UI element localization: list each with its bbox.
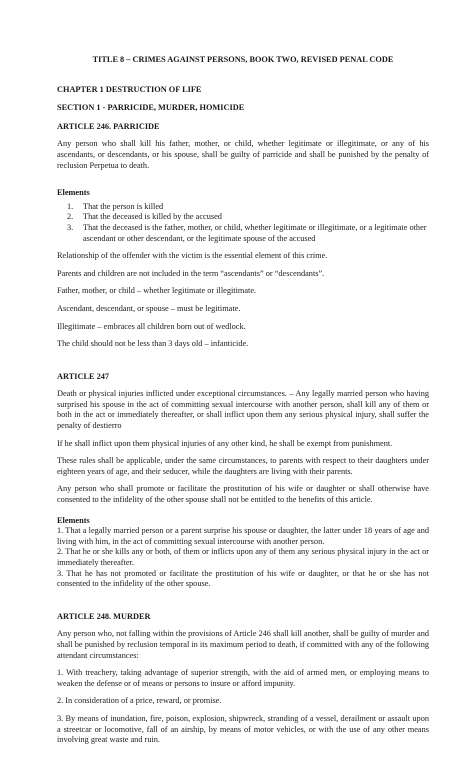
article-246-elements-list [57, 202, 429, 244]
article-247-element: 2. That he or she kills any or both, of them or inflicts upon any of them any serious physical injury in the act or immediately thereafter. [57, 547, 429, 567]
article-248-paragraph: 1. With treachery, taking advantage of superior strength, with the aid of armed men, or employing means to weaken the defense or of means or persons to insure or afford impunity. [57, 668, 429, 688]
article-246-note: Ascendant, descendant, or spouse – must be legitimate. [57, 303, 241, 313]
article-247-element: 3. That he has not promoted or facilitate the prostitution of his wife or daughter, or that he or she has not consented to the infidelity of the other spouse. [57, 568, 429, 589]
article-247-heading: ARTICLE 247 [57, 371, 110, 381]
article-246-elements-heading: Elements [57, 188, 90, 198]
article-246-note: Relationship of the offender with the victim is the essential element of this crime. [57, 251, 328, 261]
article-247-paragraph: Death or physical injuries inflicted under exceptional circumstances. – Any legally married person who having surprised his spouse in the act of committing sexual intercourse with another person, shall kill any of them or both in the act or immediately thereafter, or shall inflict upon them any serious physical injury, shall suffer the penalty of destierro [57, 389, 429, 431]
list-item: 2. That the deceased is killed by the accused [67, 212, 222, 222]
article-248-paragraph: Any person who, not falling within the provisions of Article 246 shall kill another, shall be guilty of murder and shall be punished by reclusion temporal in its maximum period to death, if committed with any of the following attendant circumstances: [57, 629, 429, 660]
article-247-paragraph: Any person who shall promote or facilitate the prostitution of his wife or daughter or shall otherwise have consented to the infidelity of the other spouse shall not be entitled to the benefits of this article. [57, 484, 429, 505]
article-247-paragraph: If he shall inflict upon them physical injuries of any other kind, he shall be exempt from punishment. [57, 438, 393, 448]
article-246-note: The child should not be less than 3 days old – infanticide. [57, 339, 249, 349]
article-246-heading: ARTICLE 246. PARRICIDE [57, 121, 160, 131]
chapter-heading: CHAPTER 1 DESTRUCTION OF LIFE [57, 84, 202, 94]
list-item: 1. That the person is killed [67, 201, 164, 211]
article-247-paragraph: These rules shall be applicable, under the same circumstances, to parents with respect to their daughters under eighteen years of age, and their seducer, while the daughters are living with their parents. [57, 456, 429, 476]
article-246-body: Any person who shall kill his father, mother, or child, whether legitimate or illegitimate, or any of his ascendants, or descendants, or his spouse, shall be guilty of parricide and shall be punished by the penalty of reclusion Perpetua to death. [57, 139, 429, 170]
article-248-paragraph: 2. In consideration of a price, reward, or promise. [57, 696, 222, 706]
section-heading: SECTION 1 - PARRICIDE, MURDER, HOMICIDE [57, 103, 245, 113]
article-247-elements-heading: Elements [57, 515, 90, 525]
article-246-note: Father, mother, or child – whether legitimate or illegitimate. [57, 286, 257, 296]
article-246-note: Illegitimate – embraces all children born out of wedlock. [57, 321, 246, 331]
article-248-heading: ARTICLE 248. MURDER [57, 611, 151, 621]
article-248-paragraph: 3. By means of inundation, fire, poison, explosion, shipwreck, stranding of a vessel, derailment or assault upon a streetcar or locomotive, fall of an airship, by means of motor vehicles, or with the use of any other means involving great waste and ruin. [57, 713, 429, 745]
document-title: TITLE 8 – CRIMES AGAINST PERSONS, BOOK TWO, REVISED PENAL CODE [92, 55, 394, 64]
article-246-note: Parents and children are not included in the term “ascendants” or “descendants”. [57, 268, 325, 278]
list-item: 3. That the deceased is the father, mother, or child, whether legitimate or illegitimate, or a legitimate other ascendant or other descendant, or the legitimate spouse of the accused [67, 222, 427, 243]
article-247-element: 1. That a legally married person or a parent surprise his spouse or daughter, the latter under 18 years of age and living with him, in the act of committing sexual intercourse with another person. [57, 526, 429, 546]
